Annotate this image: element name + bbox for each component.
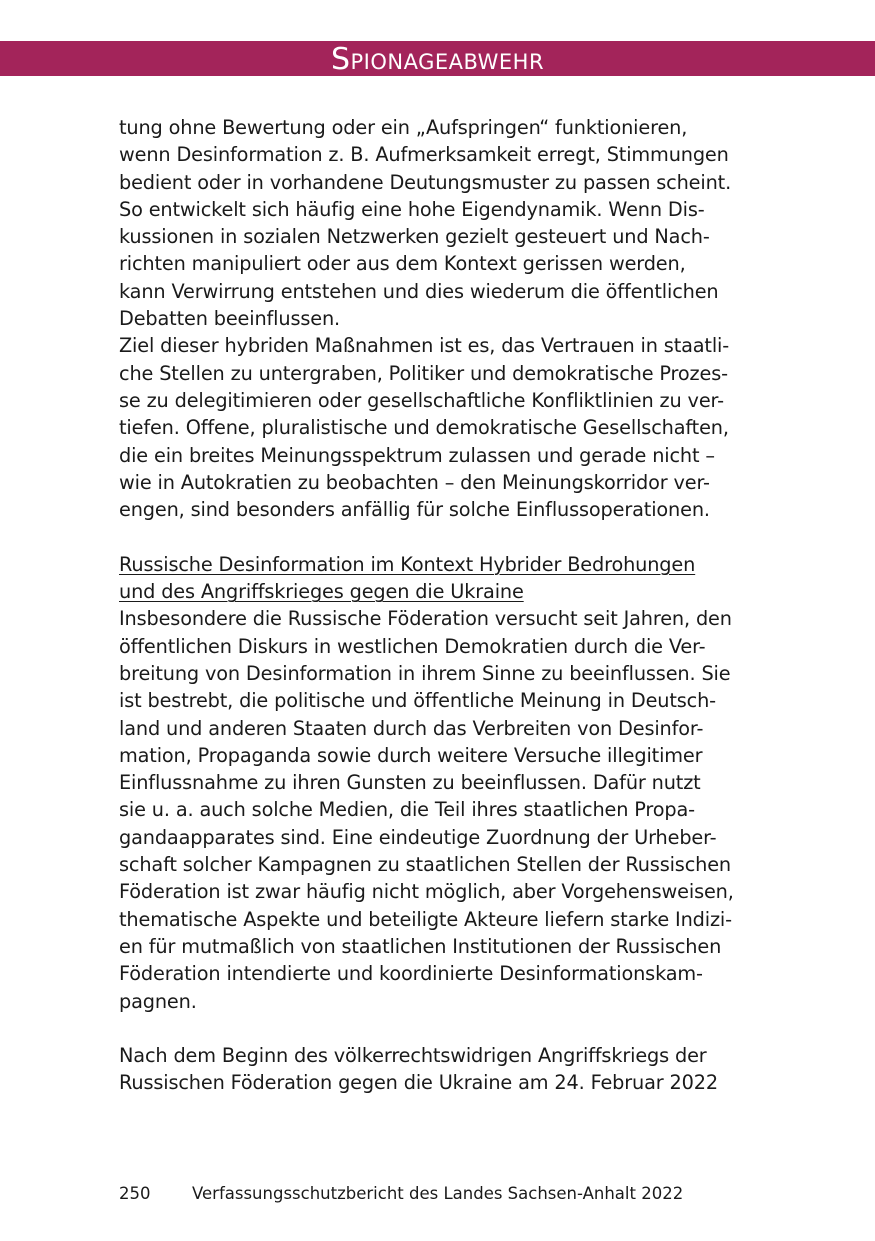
text-line: wie in Autokratien zu beobachten – den Meinungskorridor ver- [119,470,710,494]
text-line: en für mutmaßlich von staatlichen Institutionen der Russischen [119,934,722,958]
text-line: engen, sind besonders anfällig für solche Einflussoperationen. [119,498,710,522]
text-line: se zu delegitimieren oder gesellschaftliche Konfliktlinien zu ver- [119,388,724,412]
text-line: pagnen. [119,989,197,1013]
text-line: mation, Propaganda sowie durch weitere Versuche illegitimer [119,743,703,767]
text-line: Insbesondere die Russische Föderation versucht seit Jahren, den [119,607,732,631]
paragraph-spacer [119,523,759,550]
subheading-line: Russische Desinformation im Kontext Hybrider Bedrohungen [119,552,696,576]
text-line: die ein breites Meinungsspektrum zulassen und gerade nicht – [119,443,715,467]
text-line: So entwickelt sich häufig eine hohe Eigendynamik. Wenn Dis- [119,197,705,221]
text-line: kann Verwirrung entstehen und dies wiederum die öffentlichen [119,279,719,303]
text-line: ist bestrebt, die politische und öffentliche Meinung in Deutsch- [119,689,716,713]
page-footer [119,1183,683,1205]
text-line: gandaapparates sind. Eine eindeutige Zuordnung der Urheber- [119,825,717,849]
paragraph-2 [119,332,759,523]
text-line: Debatten beeinflussen. [119,307,341,331]
text-line: che Stellen zu untergraben, Politiker und demokratische Prozes- [119,361,728,385]
page-content [119,114,759,1097]
paragraph-1 [119,114,759,332]
text-line: bedient oder in vorhandene Deutungsmuster zu passen scheint. [119,170,732,194]
text-line: Russischen Föderation gegen die Ukraine am 24. Februar 2022 [119,1071,719,1095]
text-line: Föderation ist zwar häufig nicht möglich, aber Vorgehensweisen, [119,880,734,904]
subheading-line: und des Angriffskrieges gegen die Ukraine [119,580,524,604]
text-line: wenn Desinformation z. B. Aufmerksamkeit erregt, Stimmungen [119,143,729,167]
paragraph-4 [119,1042,759,1097]
text-line: tung ohne Bewertung oder ein „Aufspringen“ funktionieren, [119,116,688,139]
text-line: breitung von Desinformation in ihrem Sinne zu beeinflussen. Sie [119,661,731,685]
text-line: thematische Aspekte und beteiligte Akteure liefern starke Indizi- [119,907,732,931]
section-title: Spionageabwehr [330,42,545,77]
text-line: öffentlichen Diskurs in westlichen Demokratien durch die Ver- [119,634,706,658]
text-line: tiefen. Offene, pluralistische und demokratische Gesellschaften, [119,416,729,440]
paragraph-spacer [119,1015,759,1042]
text-line: Föderation intendierte und koordinierte Desinformationskam- [119,962,703,986]
text-line: schaft solcher Kampagnen zu staatlichen Stellen der Russischen [119,853,731,877]
text-line: Ziel dieser hybriden Maßnahmen ist es, das Vertrauen in staatli- [119,334,730,358]
subheading [119,551,759,606]
text-line: kussionen in sozialen Netzwerken gezielt gesteuert und Nach- [119,225,710,249]
text-line: Einflussnahme zu ihren Gunsten zu beeinflussen. Dafür nutzt [119,771,701,795]
text-line: land und anderen Staaten durch das Verbreiten von Desinfor- [119,716,704,740]
text-line: sie u. a. auch solche Medien, die Teil ihres staatlichen Propa- [119,798,695,822]
page-number: 250 [119,1184,151,1203]
publication-title: Verfassungsschutzbericht des Landes Sachsen-Anhalt 2022 [192,1184,684,1203]
text-line: Nach dem Beginn des völkerrechtswidrigen Angriffskriegs der [119,1044,707,1068]
paragraph-3 [119,605,759,1014]
text-line: richten manipuliert oder aus dem Kontext gerissen werden, [119,252,686,276]
